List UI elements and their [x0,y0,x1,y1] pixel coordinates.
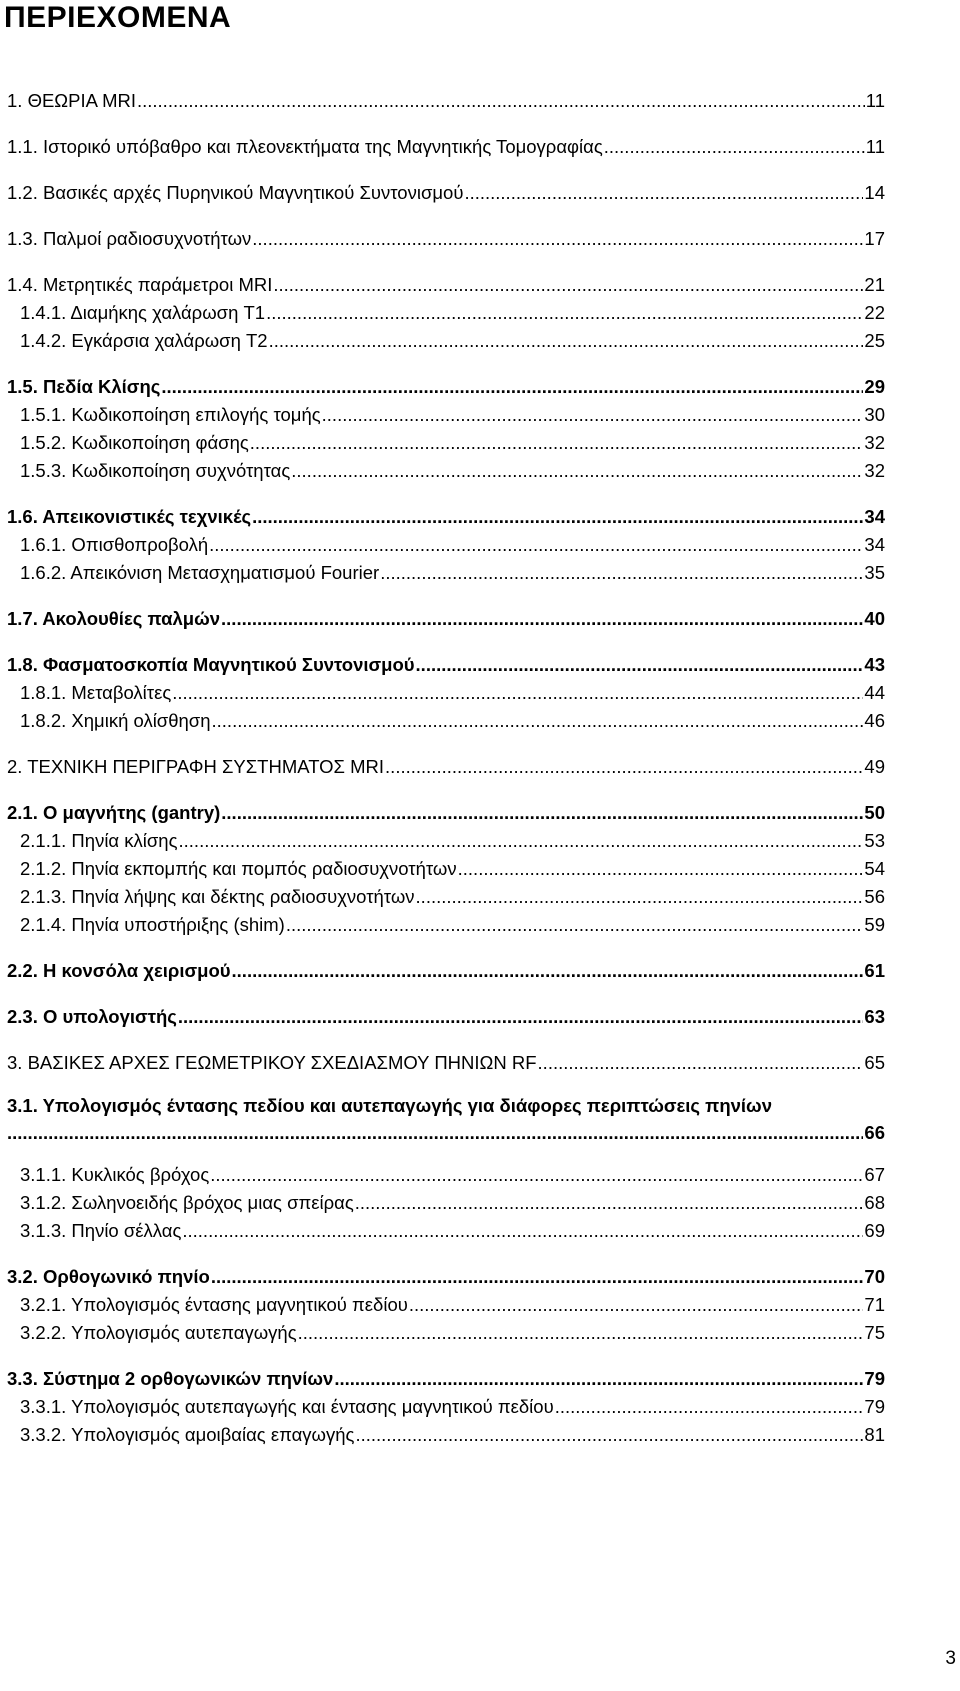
toc-dot-leader [291,460,863,482]
toc-dot-leader [210,1164,863,1186]
toc-entry[interactable] [20,1158,885,1186]
toc-entry-label: 1.2. Βασικές αρχές Πυρηνικού Μαγνητικού Συντονισμού [7,182,464,203]
toc-entry[interactable] [20,324,885,352]
page-number: 3 [945,1648,956,1669]
toc-entry-label: 1.4.1. Διαμήκης χαλάρωση T1 [20,302,266,323]
toc-dot-leader [464,182,863,204]
toc-dot-leader [172,682,863,704]
toc-entry-page: 71 [864,1294,885,1315]
toc-entry-label: 2. ΤΕΧΝΙΚΗ ΠΕΡΙΓΡΑΦΗ ΣΥΣΤΗΜΑΤΟΣ MRI [7,756,385,777]
toc-entry[interactable] [7,750,885,778]
toc-entry-label: 1.5.1. Κωδικοποίηση επιλογής τομής [20,404,321,425]
toc-dot-leader [221,608,863,630]
toc-entry[interactable] [7,602,885,630]
toc-entry[interactable] [20,426,885,454]
toc-entry[interactable] [7,130,885,158]
toc-entry-label: 3.1.3. Πηνίο σέλλας [20,1220,182,1241]
toc-dot-leader [298,1322,864,1344]
toc-entry-label: 2.2. Η κονσόλα χειρισμού [7,960,231,981]
toc-entry-label: 3.3.1. Υπολογισμός αυτεπαγωγής και έντασης μαγνητικού πεδίου [20,1396,554,1417]
toc-entry-page: 59 [864,914,885,935]
toc-entry[interactable] [7,370,885,398]
toc-entry-page: 11 [865,136,885,157]
toc-entry[interactable] [7,500,885,528]
toc-entry[interactable] [7,268,885,296]
toc-entry-label: 3.1. Υπολογισμός έντασης πεδίου και αυτεπαγωγής για διάφορες περιπτώσεις πηνίων [7,1095,772,1116]
page-title: ΠΕΡΙΕΧΟΜΕΝΑ [4,1,232,34]
toc-entry[interactable] [20,528,885,556]
toc-entry[interactable] [20,1316,885,1344]
toc-entry-label: 1.1. Ιστορικό υπόβαθρο και πλεονεκτήματα της Μαγνητικής Τομογραφίας [7,136,603,157]
toc-entry-page: 79 [864,1396,885,1417]
toc-entry[interactable] [7,954,885,982]
toc-entry-label: 1.6. Απεικονιστικές τεχνικές [7,506,252,527]
toc-dot-leader [355,1192,864,1214]
toc-entry-label: 1.5.3. Κωδικοποίηση συχνότητας [20,460,291,481]
toc-entry-page: 25 [864,330,885,351]
toc-dot-leader [555,1396,864,1418]
toc-entry-page: 54 [864,858,885,879]
toc-entry-page: 43 [864,654,885,675]
toc-dot-leader [355,1424,863,1446]
toc-entry-page: 63 [864,1006,885,1027]
toc-entry-label: 1.8.2. Χημική ολίσθηση [20,710,211,731]
toc-dot-leader [212,710,864,732]
toc-entry-label: 3.2.2. Υπολογισμός αυτεπαγωγής [20,1322,297,1343]
toc-entry-page: 65 [864,1052,885,1073]
toc-entry-label: 1.4.2. Εγκάρσια χαλάρωση T2 [20,330,268,351]
toc-dot-leader [380,562,863,584]
toc-entry-page: 50 [864,802,885,823]
toc-entry-label: 1.8.1. Μεταβολίτες [20,682,172,703]
toc-dot-leader [232,960,864,982]
toc-entry-page: 79 [864,1368,885,1389]
toc-dot-leader [266,302,863,324]
toc-entry-page: 46 [864,710,885,731]
toc-entry-label: 1.7. Ακολουθίες παλμών [7,608,221,629]
toc-entry[interactable] [7,1046,885,1074]
toc-entry-page: 61 [864,960,885,981]
toc-dot-leader [334,1368,863,1390]
toc-entry-label: 2.1.2. Πηνία εκπομπής και πομπός ραδιοσυχνοτήτων [20,858,457,879]
toc-entry[interactable] [7,1260,885,1288]
toc-dot-leader [178,1006,864,1028]
toc-entry[interactable] [20,908,885,936]
toc-dot-leader [7,1122,863,1144]
toc-entry-page: 67 [864,1164,885,1185]
toc-dot-leader [137,90,865,112]
toc-entry-label: 3.2. Ορθογωνικό πηνίο [7,1266,210,1287]
toc-dot-leader [604,136,865,158]
toc-entry[interactable] [20,676,885,704]
toc-entry[interactable] [7,796,885,824]
toc-dot-leader [385,756,863,778]
toc-entry-label: 1.8. Φασματοσκοπία Μαγνητικού Συντονισμού [7,654,415,675]
toc-entry-page: 70 [864,1266,885,1287]
toc-entry-label: 3.1.2. Σωληνοειδής βρόχος μιας σπείρας [20,1192,354,1213]
toc-entry-label: 2.1.1. Πηνία κλίσης [20,830,178,851]
toc-entry-page: 69 [864,1220,885,1241]
toc-entry-page: 32 [864,460,885,481]
toc-dot-leader [221,802,863,824]
toc-entry-page: 68 [864,1192,885,1213]
toc-entry[interactable] [20,1390,885,1418]
toc-entry-label: 1.4. Μετρητικές παράμετροι MRI [7,274,273,295]
toc-dot-leader [209,534,863,556]
toc-entry-page: 22 [864,302,885,323]
toc-entry-page: 29 [864,376,885,397]
toc-entry-label: 1.3. Παλμοί ραδιοσυχνοτήτων [7,228,252,249]
toc-entry-page: 17 [864,228,885,249]
toc-entry-label: 2.3. Ο υπολογιστής [7,1006,177,1027]
toc-dot-leader [538,1052,864,1074]
toc-entry[interactable] [7,1362,885,1390]
toc-entry-label: 2.1. Ο μαγνήτης (gantry) [7,802,221,823]
toc-entry-page: 35 [864,562,885,583]
toc-entry-label: 1.5.2. Κωδικοποίηση φάσης [20,432,249,453]
toc-dot-leader [161,376,863,398]
toc-entry[interactable] [20,454,885,482]
toc-dot-leader [286,914,864,936]
toc-entry-page: 49 [864,756,885,777]
toc-entry-page: 30 [864,404,885,425]
toc-entry-page: 53 [864,830,885,851]
toc-dot-leader [416,654,864,676]
toc-entry[interactable] [7,222,885,250]
toc-entry-page: 40 [864,608,885,629]
toc-entry-label: 3.2.1. Υπολογισμός έντασης μαγνητικού πεδίου [20,1294,408,1315]
toc-entry[interactable] [20,296,885,324]
toc-entry-page: 44 [864,682,885,703]
toc-entry-page: 21 [864,274,885,295]
toc-entry[interactable] [7,84,885,112]
toc-entry-page: 75 [864,1322,885,1343]
toc-entry-page: 81 [864,1424,885,1445]
toc-entry[interactable] [20,824,885,852]
toc-entry-page: 11 [865,90,885,111]
toc-entry-label: 1.6.2. Απεικόνιση Μετασχηματισμού Fourier [20,562,380,583]
toc-entry[interactable] [20,1288,885,1316]
toc-dot-leader [252,506,863,528]
toc-entry-label: 3.3.2. Υπολογισμός αμοιβαίας επαγωγής [20,1424,355,1445]
toc-entry-label: 1.6.1. Οπισθοπροβολή [20,534,209,555]
toc-dot-leader [458,858,864,880]
toc-dot-leader [182,1220,863,1242]
toc-entry[interactable] [20,704,885,732]
toc-dot-leader [269,330,864,352]
toc-entry[interactable] [20,556,885,584]
toc-entry-label: 1. ΘΕΩΡΙΑ MRI [7,90,136,111]
toc-entry-page: 32 [864,432,885,453]
toc-entry[interactable] [20,1214,885,1242]
toc-entry-page: 66 [864,1122,885,1143]
toc-dot-leader [273,274,863,296]
toc-entry[interactable] [20,852,885,880]
toc-dot-leader [416,886,864,908]
toc-entry[interactable] [20,398,885,426]
toc-entry-label: 1.5. Πεδία Κλίσης [7,376,161,397]
toc-entry[interactable] [20,880,885,908]
toc-entry[interactable] [7,176,885,204]
toc-entry-label: 3. ΒΑΣΙΚΕΣ ΑΡΧΕΣ ΓΕΩΜΕΤΡΙΚΟΥ ΣΧΕΔΙΑΣΜΟΥ ΠΗΝΙΩΝ RF [7,1052,537,1073]
toc-dot-leader [250,432,864,454]
toc-entry[interactable] [20,1186,885,1214]
toc-dot-leader [252,228,863,250]
toc-dot-leader [409,1294,864,1316]
toc-entry-label: 2.1.3. Πηνία λήψης και δέκτης ραδιοσυχνοτήτων [20,886,415,907]
toc-entry[interactable] [20,1418,885,1446]
toc-entry[interactable] [7,1000,885,1028]
toc-dot-leader [211,1266,864,1288]
toc-entry-label: 3.3. Σύστημα 2 ορθογωνικών πηνίων [7,1368,334,1389]
toc-entry[interactable] [7,648,885,676]
toc-entry-page: 34 [864,534,885,555]
toc-entry-page: 34 [864,506,885,527]
toc-entry-page: 56 [864,886,885,907]
toc-entry[interactable] [7,1092,885,1148]
toc-entry-page: 14 [864,182,885,203]
toc-dot-leader [179,830,864,852]
toc-entry-label: 3.1.1. Κυκλικός βρόχος [20,1164,210,1185]
toc-dot-leader [322,404,864,426]
toc-entry-label: 2.1.4. Πηνία υποστήριξης (shim) [20,914,285,935]
